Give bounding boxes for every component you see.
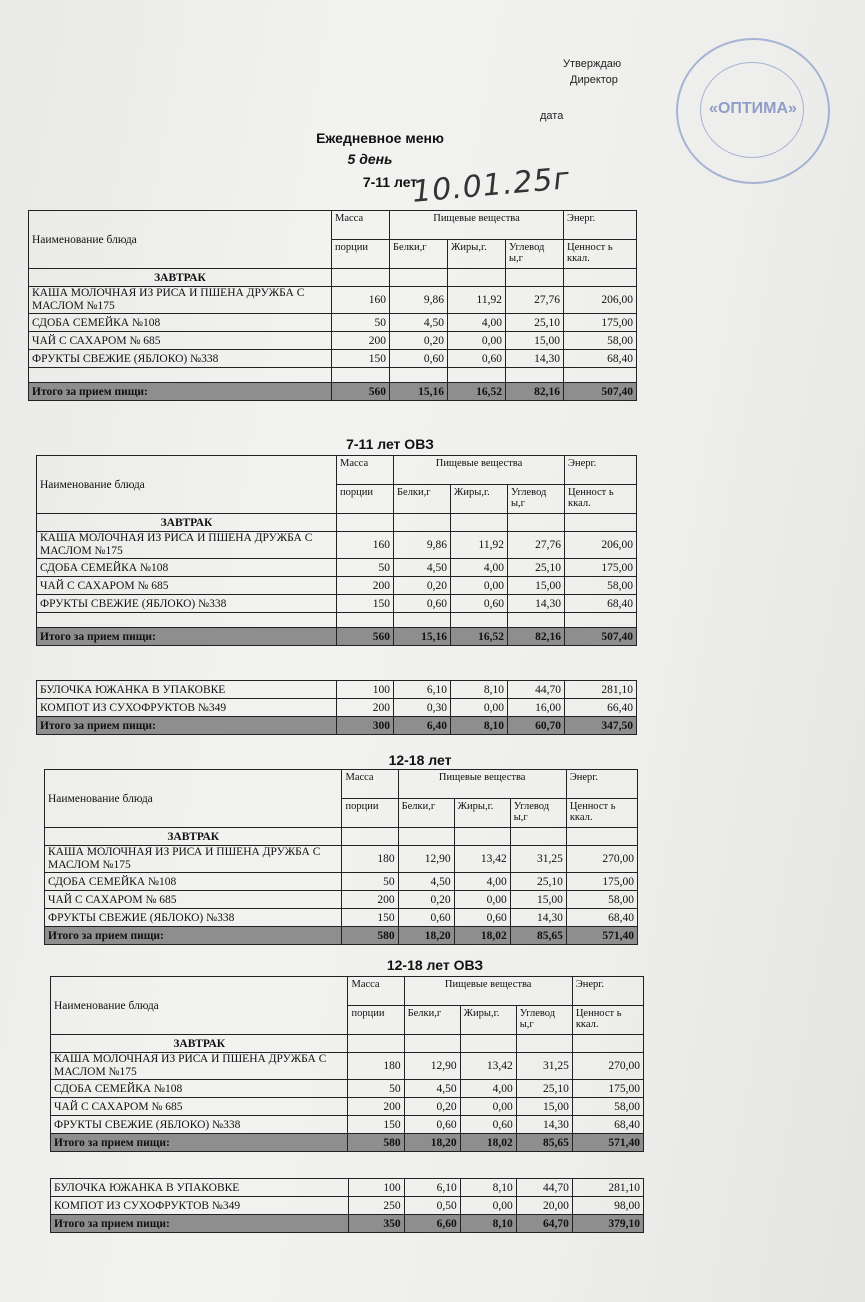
col-mass-header: Масса [342,770,398,799]
cell-value: 25,10 [516,1080,572,1098]
cell-value: 6,40 [394,717,451,735]
menu-table [28,210,637,401]
table-row [29,314,637,332]
cell-value: 571,40 [566,927,637,945]
cell-value: 44,70 [508,681,565,699]
cell-value: 200 [348,1098,404,1116]
dish-name: КОМПОТ ИЗ СУХОФРУКТОВ №349 [51,1197,349,1215]
col-nutrients-header: Пищевые вещества [390,211,564,240]
cell-value: 0,60 [448,350,506,368]
cell-value: 14,30 [506,350,564,368]
cell-value: 507,40 [565,628,637,646]
cell-value: 68,40 [564,350,637,368]
cell-value: 98,00 [572,1197,643,1215]
empty-cell [506,368,564,383]
section-title: 7-11 лет [362,174,418,190]
meal-row [45,828,638,846]
table-row [51,1080,644,1098]
empty-cell [332,269,390,287]
cell-value: 175,00 [565,559,637,577]
section-title: 7-11 лет ОВЗ [346,436,434,452]
dish-name: СДОБА СЕМЕЙКА №108 [45,873,342,891]
cell-value: 150 [337,595,394,613]
col-energy-header: Энерг. [566,770,637,799]
date-label: дата [540,110,564,122]
dish-name: ФРУКТЫ СВЕЖИЕ (ЯБЛОКО) №338 [29,350,332,368]
col-energy-header: Энерг. [565,456,637,485]
table-row [37,559,637,577]
empty-cell [337,514,394,532]
director-label: Директор [570,74,618,86]
total-row [51,1134,644,1152]
dish-name: КАША МОЛОЧНАЯ ИЗ РИСА И ПШЕНА ДРУЖБА С МАСЛОМ №175 [51,1053,348,1080]
cell-value: 175,00 [572,1080,643,1098]
empty-cell [394,613,451,628]
cell-value: 8,10 [460,1179,516,1197]
cell-value: 0,20 [394,577,451,595]
cell-value: 11,92 [451,532,508,559]
cell-value: 25,10 [508,559,565,577]
cell-value: 18,02 [460,1134,516,1152]
col-mass-unit: порции [342,799,398,828]
cell-value: 4,00 [451,559,508,577]
empty-cell [516,1035,572,1053]
header-row [37,456,637,485]
col-energy-unit: Ценност ь ккал. [564,240,637,269]
cell-value: 200 [342,891,398,909]
cell-value: 85,65 [510,927,566,945]
table-row [51,1053,644,1080]
cell-value: 180 [342,846,398,873]
meal-row [37,514,637,532]
table-row [45,873,638,891]
cell-value: 60,70 [508,717,565,735]
cell-value: 270,00 [566,846,637,873]
col-energy-unit: Ценност ь ккал. [565,485,637,514]
empty-cell [510,828,566,846]
dish-name: ЧАЙ С САХАРОМ № 685 [51,1098,348,1116]
empty-cell [451,613,508,628]
cell-value: 0,60 [460,1116,516,1134]
empty-cell [348,1035,404,1053]
table-row [51,1098,644,1116]
empty-cell [390,269,448,287]
col-energy-header: Энерг. [572,977,643,1006]
col-name-header: Наименование блюда [45,770,342,828]
empty-cell [565,514,637,532]
dish-name: СДОБА СЕМЕЙКА №108 [51,1080,348,1098]
dish-name: СДОБА СЕМЕЙКА №108 [29,314,332,332]
organization-stamp [676,38,830,184]
menu-table [36,455,637,646]
table-row [37,681,637,699]
empty-cell [448,269,506,287]
col-name-header: Наименование блюда [51,977,348,1035]
table-row [45,909,638,927]
handwritten-date: 10.01.25г [410,161,572,210]
cell-value: 175,00 [566,873,637,891]
cell-value: 25,10 [506,314,564,332]
cell-value: 379,10 [572,1215,643,1233]
cell-value: 44,70 [516,1179,572,1197]
cell-value: 0,60 [404,1116,460,1134]
cell-value: 281,10 [565,681,637,699]
cell-value: 68,40 [565,595,637,613]
cell-value: 8,10 [451,681,508,699]
col-mass-header: Масса [348,977,404,1006]
empty-cell [506,269,564,287]
cell-value: 18,20 [404,1134,460,1152]
cell-value: 175,00 [564,314,637,332]
cell-value: 160 [337,532,394,559]
col-mass-unit: порции [348,1006,404,1035]
cell-value: 15,00 [510,891,566,909]
cell-value: 31,25 [516,1053,572,1080]
cell-value: 50 [348,1080,404,1098]
snack-table [36,680,637,735]
meal-name: ЗАВТРАК [37,514,337,532]
col-mass-unit: порции [337,485,394,514]
cell-value: 9,86 [394,532,451,559]
empty-cell [342,828,398,846]
empty-cell [460,1035,516,1053]
meal-row [51,1035,644,1053]
cell-value: 160 [332,287,390,314]
dish-name: ЧАЙ С САХАРОМ № 685 [29,332,332,350]
empty-cell [454,828,510,846]
dish-name: СДОБА СЕМЕЙКА №108 [37,559,337,577]
col-nutrients-header: Пищевые вещества [394,456,565,485]
col-mass-unit: порции [332,240,390,269]
cell-value: 347,50 [565,717,637,735]
cell-value: 25,10 [510,873,566,891]
empty-cell [337,613,394,628]
table-row [51,1179,644,1197]
col-fat-header: Жиры,г. [454,799,510,828]
cell-value: 300 [337,717,394,735]
meal-name: ЗАВТРАК [29,269,332,287]
empty-cell [390,368,448,383]
cell-value: 27,76 [506,287,564,314]
col-carbs-header: Углевод ы,г [516,1006,572,1035]
cell-value: 4,50 [404,1080,460,1098]
cell-value: 0,00 [460,1197,516,1215]
empty-cell [565,613,637,628]
table-row [29,350,637,368]
cell-value: 14,30 [508,595,565,613]
cell-value: 0,00 [451,699,508,717]
section-title: 12-18 лет [388,752,452,768]
total-row [45,927,638,945]
cell-value: 0,20 [404,1098,460,1116]
col-fat-header: Жиры,г. [451,485,508,514]
cell-value: 6,10 [404,1179,460,1197]
empty-cell [508,514,565,532]
cell-value: 66,40 [565,699,637,717]
col-carbs-header: Углевод ы,г [510,799,566,828]
dish-name: ФРУКТЫ СВЕЖИЕ (ЯБЛОКО) №338 [45,909,342,927]
cell-value: 9,86 [390,287,448,314]
cell-value: 58,00 [565,577,637,595]
cell-value: 15,00 [506,332,564,350]
cell-value: 0,20 [398,891,454,909]
empty-cell [566,828,637,846]
table-row [45,846,638,873]
section-title: 12-18 лет ОВЗ [386,957,484,973]
cell-value: 0,00 [448,332,506,350]
cell-value: 15,16 [390,383,448,401]
cell-value: 0,00 [460,1098,516,1116]
cell-value: 0,20 [390,332,448,350]
table-row [29,287,637,314]
cell-value: 15,16 [394,628,451,646]
cell-value: 580 [342,927,398,945]
cell-value: 150 [332,350,390,368]
col-energy-header: Энерг. [564,211,637,240]
meal-name: ЗАВТРАК [51,1035,348,1053]
cell-value: 180 [348,1053,404,1080]
dish-name: Итого за прием пищи: [37,628,337,646]
cell-value: 200 [337,577,394,595]
table-row [37,595,637,613]
meal-name: ЗАВТРАК [45,828,342,846]
header-row [29,211,637,240]
col-nutrients-header: Пищевые вещества [398,770,566,799]
col-carbs-header: Углевод ы,г [506,240,564,269]
cell-value: 64,70 [516,1215,572,1233]
cell-value: 4,50 [394,559,451,577]
table-row [29,332,637,350]
cell-value: 100 [348,1179,404,1197]
dish-name: КАША МОЛОЧНАЯ ИЗ РИСА И ПШЕНА ДРУЖБА С МАСЛОМ №175 [29,287,332,314]
dish-name: Итого за прием пищи: [29,383,332,401]
cell-value: 6,60 [404,1215,460,1233]
cell-value: 82,16 [508,628,565,646]
col-mass-header: Масса [332,211,390,240]
snack-table [50,1178,644,1233]
cell-value: 507,40 [564,383,637,401]
cell-value: 20,00 [516,1197,572,1215]
col-protein-header: Белки,г [404,1006,460,1035]
cell-value: 250 [348,1197,404,1215]
cell-value: 4,00 [460,1080,516,1098]
cell-value: 281,10 [572,1179,643,1197]
cell-value: 206,00 [564,287,637,314]
cell-value: 571,40 [572,1134,643,1152]
empty-cell [572,1035,643,1053]
col-protein-header: Белки,г [390,240,448,269]
cell-value: 13,42 [454,846,510,873]
col-protein-header: Белки,г [394,485,451,514]
cell-value: 560 [337,628,394,646]
cell-value: 8,10 [460,1215,516,1233]
cell-value: 0,60 [394,595,451,613]
cell-value: 4,00 [454,873,510,891]
cell-value: 0,60 [454,909,510,927]
table-row [45,891,638,909]
empty-cell [332,368,390,383]
cell-value: 16,52 [448,383,506,401]
cell-value: 4,50 [398,873,454,891]
cell-value: 50 [332,314,390,332]
spacer-row [37,613,637,628]
col-fat-header: Жиры,г. [460,1006,516,1035]
empty-cell [398,828,454,846]
cell-value: 150 [342,909,398,927]
col-energy-unit: Ценност ь ккал. [566,799,637,828]
dish-name: БУЛОЧКА ЮЖАНКА В УПАКОВКЕ [37,681,337,699]
dish-name: Итого за прием пищи: [51,1134,348,1152]
cell-value: 0,60 [390,350,448,368]
cell-value: 68,40 [566,909,637,927]
cell-value: 50 [337,559,394,577]
cell-value: 580 [348,1134,404,1152]
empty-cell [394,514,451,532]
dish-name: ФРУКТЫ СВЕЖИЕ (ЯБЛОКО) №338 [37,595,337,613]
dish-name: ФРУКТЫ СВЕЖИЕ (ЯБЛОКО) №338 [51,1116,348,1134]
dish-name: Итого за прием пищи: [37,717,337,735]
cell-value: 16,52 [451,628,508,646]
cell-value: 0,60 [398,909,454,927]
cell-value: 100 [337,681,394,699]
empty-cell [37,613,337,628]
cell-value: 18,02 [454,927,510,945]
cell-value: 58,00 [564,332,637,350]
total-row [37,717,637,735]
table-row [37,532,637,559]
dish-name: Итого за прием пищи: [51,1215,349,1233]
col-fat-header: Жиры,г. [448,240,506,269]
cell-value: 12,90 [404,1053,460,1080]
header-row [45,770,638,799]
total-row [29,383,637,401]
cell-value: 8,10 [451,717,508,735]
dish-name: Итого за прием пищи: [45,927,342,945]
empty-cell [448,368,506,383]
empty-cell [404,1035,460,1053]
dish-name: КАША МОЛОЧНАЯ ИЗ РИСА И ПШЕНА ДРУЖБА С МАСЛОМ №175 [45,846,342,873]
header-row [51,977,644,1006]
col-name-header: Наименование блюда [37,456,337,514]
cell-value: 85,65 [516,1134,572,1152]
table-row [51,1116,644,1134]
stamp-text: «ОПТИМА» [709,100,797,117]
table-row [51,1197,644,1215]
empty-cell [564,269,637,287]
cell-value: 13,42 [460,1053,516,1080]
empty-cell [564,368,637,383]
col-energy-unit: Ценност ь ккал. [572,1006,643,1035]
cell-value: 82,16 [506,383,564,401]
cell-value: 58,00 [566,891,637,909]
cell-value: 6,10 [394,681,451,699]
cell-value: 0,60 [451,595,508,613]
meal-row [29,269,637,287]
cell-value: 18,20 [398,927,454,945]
total-row [51,1215,644,1233]
cell-value: 16,00 [508,699,565,717]
cell-value: 4,50 [390,314,448,332]
cell-value: 31,25 [510,846,566,873]
cell-value: 150 [348,1116,404,1134]
cell-value: 27,76 [508,532,565,559]
cell-value: 50 [342,873,398,891]
col-mass-header: Масса [337,456,394,485]
menu-day: 5 день [347,151,393,167]
table-row [37,577,637,595]
dish-name: БУЛОЧКА ЮЖАНКА В УПАКОВКЕ [51,1179,349,1197]
cell-value: 14,30 [510,909,566,927]
col-name-header: Наименование блюда [29,211,332,269]
col-protein-header: Белки,г [398,799,454,828]
cell-value: 350 [348,1215,404,1233]
cell-value: 200 [337,699,394,717]
cell-value: 11,92 [448,287,506,314]
cell-value: 270,00 [572,1053,643,1080]
cell-value: 560 [332,383,390,401]
cell-value: 58,00 [572,1098,643,1116]
table-row [37,699,637,717]
cell-value: 15,00 [508,577,565,595]
cell-value: 15,00 [516,1098,572,1116]
cell-value: 14,30 [516,1116,572,1134]
empty-cell [29,368,332,383]
dish-name: ЧАЙ С САХАРОМ № 685 [37,577,337,595]
col-nutrients-header: Пищевые вещества [404,977,572,1006]
cell-value: 4,00 [448,314,506,332]
dish-name: ЧАЙ С САХАРОМ № 685 [45,891,342,909]
total-row [37,628,637,646]
cell-value: 68,40 [572,1116,643,1134]
cell-value: 0,00 [451,577,508,595]
cell-value: 12,90 [398,846,454,873]
menu-table [44,769,638,945]
approve-label: Утверждаю [563,58,622,70]
menu-title: Ежедневное меню [316,130,444,146]
dish-name: КАША МОЛОЧНАЯ ИЗ РИСА И ПШЕНА ДРУЖБА С МАСЛОМ №175 [37,532,337,559]
menu-table [50,976,644,1152]
col-carbs-header: Углевод ы,г [508,485,565,514]
cell-value: 0,00 [454,891,510,909]
dish-name: КОМПОТ ИЗ СУХОФРУКТОВ №349 [37,699,337,717]
spacer-row [29,368,637,383]
cell-value: 206,00 [565,532,637,559]
empty-cell [451,514,508,532]
cell-value: 0,30 [394,699,451,717]
cell-value: 0,50 [404,1197,460,1215]
cell-value: 200 [332,332,390,350]
empty-cell [508,613,565,628]
